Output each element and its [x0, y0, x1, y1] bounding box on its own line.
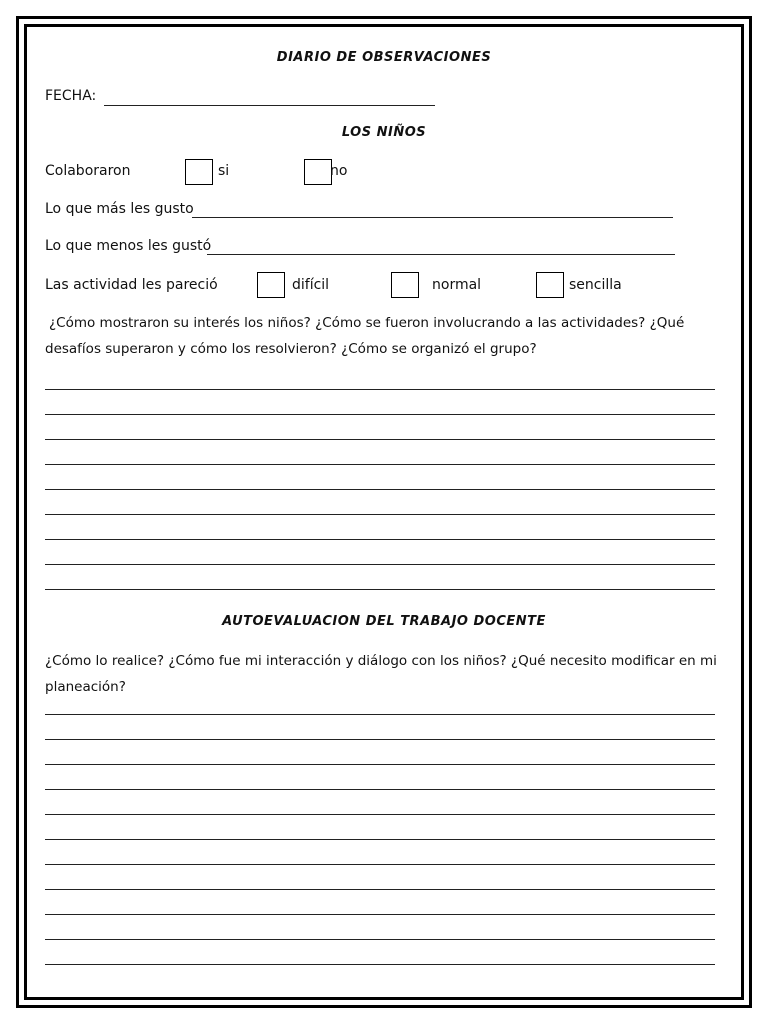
document-title: DIARIO DE OBSERVACIONES	[276, 50, 492, 65]
answer-line[interactable]	[45, 514, 715, 515]
collaborated-no-checkbox[interactable]	[304, 159, 332, 185]
answer-line[interactable]	[45, 939, 715, 940]
teacher-question: ¿Cómo lo realice? ¿Cómo fue mi interacción y diálogo con los niños? ¿Qué necesito modificar en mi planeación?	[45, 653, 717, 695]
collaborated-label: Colaboraron	[45, 163, 131, 179]
answer-line[interactable]	[45, 839, 715, 840]
liked-most-label: Lo que más les gusto	[45, 201, 194, 217]
activity-label: Las actividad les pareció	[45, 277, 218, 293]
answer-line[interactable]	[45, 864, 715, 865]
answer-line[interactable]	[45, 414, 715, 415]
answer-line[interactable]	[45, 489, 715, 490]
answer-line[interactable]	[45, 439, 715, 440]
activity-difficult-label: difícil	[292, 277, 330, 293]
answer-line[interactable]	[45, 589, 715, 590]
answer-line[interactable]	[45, 914, 715, 915]
page-border-inner	[24, 24, 744, 1000]
activity-simple-label: sencilla	[569, 277, 622, 293]
answer-line[interactable]	[45, 889, 715, 890]
liked-most-field[interactable]	[192, 203, 673, 218]
answer-line[interactable]	[45, 814, 715, 815]
section-children-heading: LOS NIÑOS	[341, 125, 427, 140]
collaborated-yes-label: si	[218, 163, 230, 179]
collaborated-yes-checkbox[interactable]	[185, 159, 213, 185]
answer-line[interactable]	[45, 464, 715, 465]
answer-line[interactable]	[45, 714, 715, 715]
answer-line[interactable]	[45, 789, 715, 790]
activity-difficult-checkbox[interactable]	[257, 272, 285, 298]
answer-line[interactable]	[45, 764, 715, 765]
activity-simple-checkbox[interactable]	[536, 272, 564, 298]
date-label: FECHA:	[45, 88, 97, 104]
answer-line[interactable]	[45, 389, 715, 390]
liked-least-label: Lo que menos les gustó	[45, 238, 212, 254]
date-field[interactable]	[104, 92, 435, 106]
answer-line[interactable]	[45, 739, 715, 740]
activity-normal-label: normal	[432, 277, 482, 293]
children-question: ¿Cómo mostraron su interés los niños? ¿Cómo se fueron involucrando a las actividades? ¿Qué desafíos superaron y cómo los resolvieron? ¿Cómo se organizó el grupo?	[45, 315, 685, 357]
answer-line[interactable]	[45, 539, 715, 540]
answer-line[interactable]	[45, 964, 715, 965]
section-teacher-heading: AUTOEVALUACION DEL TRABAJO DOCENTE	[222, 614, 546, 629]
activity-normal-checkbox[interactable]	[391, 272, 419, 298]
collaborated-no-label: no	[330, 163, 348, 179]
liked-least-field[interactable]	[207, 240, 675, 255]
answer-line[interactable]	[45, 564, 715, 565]
